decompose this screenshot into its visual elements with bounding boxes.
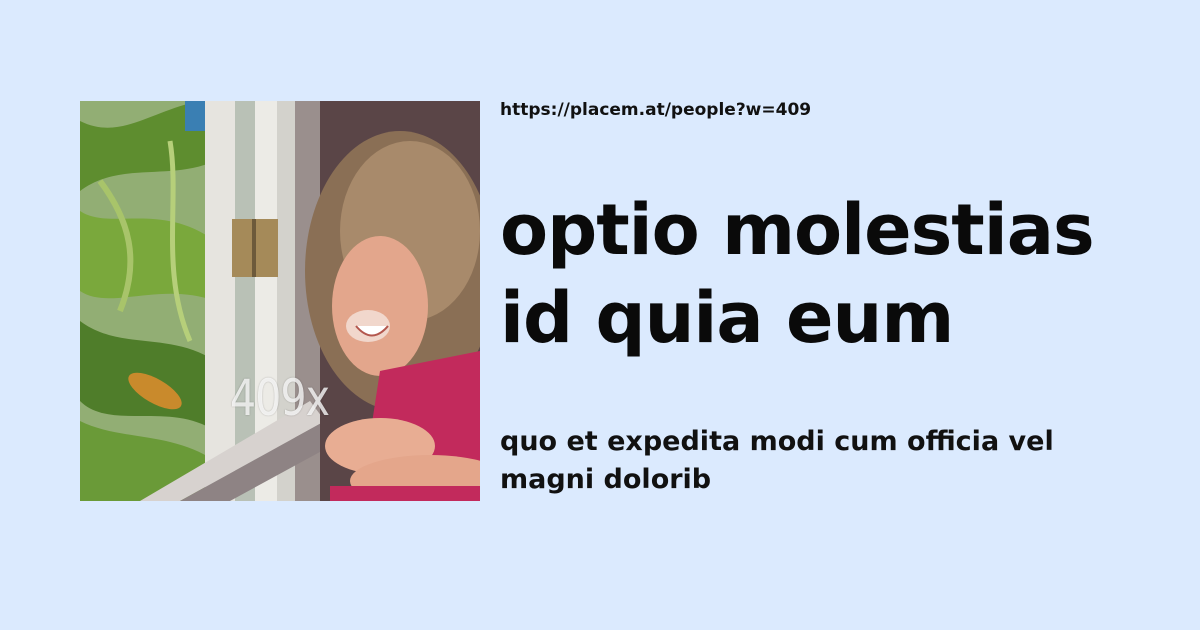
card-image <box>80 101 480 501</box>
image-watermark: 409x <box>230 369 330 427</box>
person-photo <box>80 101 480 501</box>
card-url[interactable]: https://placem.at/people?w=409 <box>500 100 812 120</box>
card-subtitle: quo et expedita modi cum officia vel magni dolorib <box>500 426 1054 495</box>
card-title: optio molestias id quia eum <box>500 189 1094 359</box>
